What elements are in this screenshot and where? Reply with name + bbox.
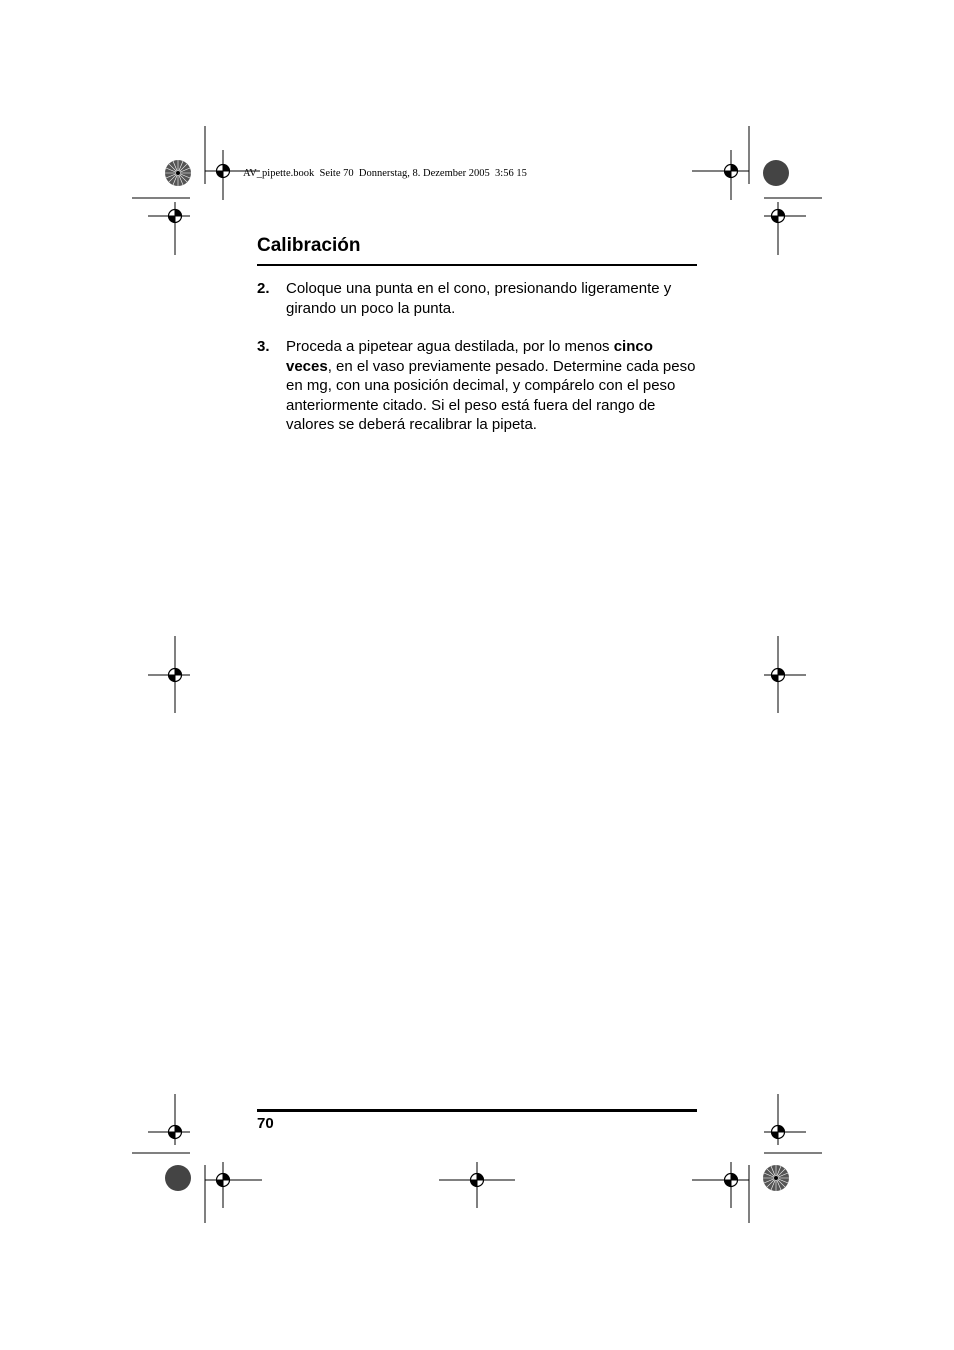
step-number: 2. [257, 280, 270, 297]
step-text-run: Proceda a pipetear agua destilada, por lo menos [286, 338, 614, 355]
steps-list [257, 279, 697, 435]
step-text [286, 338, 695, 433]
step-item [257, 279, 697, 318]
step-text-emphasis: cinco veces [286, 338, 653, 375]
step-item [257, 337, 697, 435]
step-text-run: Coloque una punta en el cono, presionando ligeramente y girando un poco la punta. [286, 280, 672, 317]
step-text [286, 280, 671, 317]
title-rule [257, 264, 697, 266]
step-text-run: , en el vaso previamente pesado. Determine cada peso en mg, con una posición decimal, y compárelo con el peso anteriormente citado. Si el peso está fuera del rango de valores se deberá recalibrar la pipeta. [286, 357, 696, 433]
step-number: 3. [257, 338, 270, 355]
footer-rule [257, 1109, 697, 1112]
page-number: 70 [257, 1115, 274, 1132]
section-title: Calibración [257, 235, 361, 256]
print-slug: AV_pipette.book Seite 70 Donnerstag, 8. Dezember 2005 3:56 15 [243, 168, 527, 179]
